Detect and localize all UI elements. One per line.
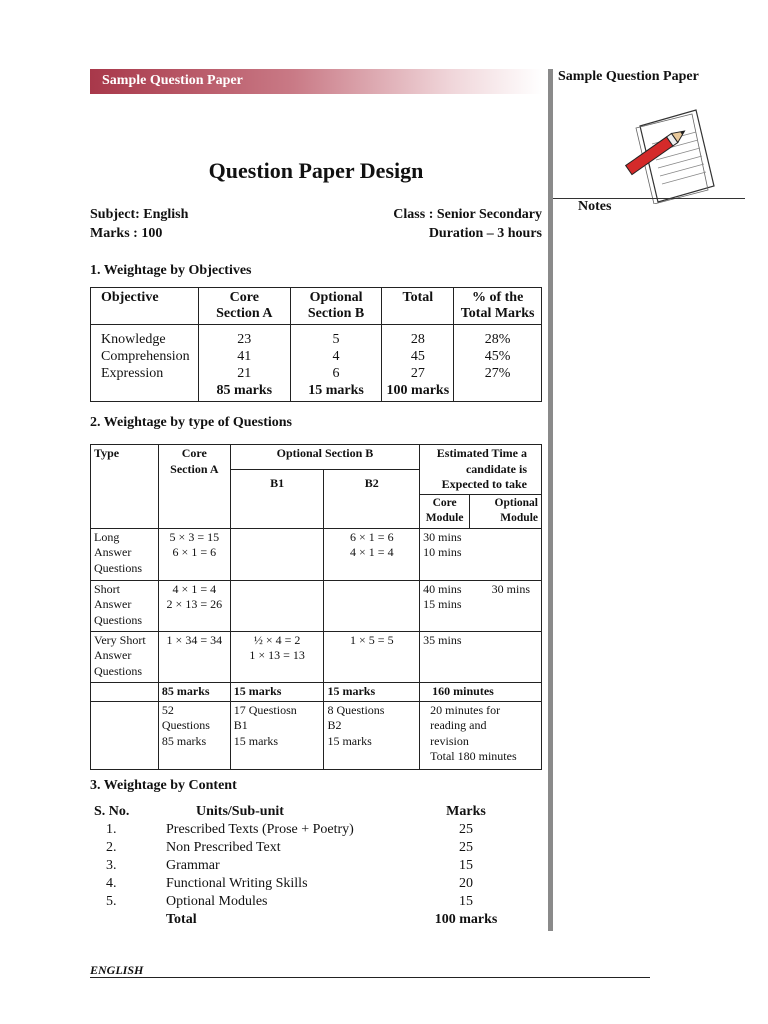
totals-row [91, 682, 542, 701]
cell [230, 528, 324, 580]
cell: Functional Writing Skills [166, 876, 308, 891]
col-sno: S. No. [94, 804, 130, 819]
cell: Optional Modules [166, 894, 268, 909]
col-b2: B2 [324, 470, 420, 529]
total-values [382, 325, 454, 402]
cell: 85 marks [158, 682, 230, 701]
cell: 15 marks [324, 682, 420, 701]
cell: 25 [459, 822, 473, 837]
cell: 4. [106, 876, 117, 891]
content-table [90, 803, 540, 929]
cell [420, 580, 542, 631]
total-label: Total [166, 912, 197, 927]
cell: Non Prescribed Text [166, 840, 281, 855]
cell: 25 [459, 840, 473, 855]
cell: Short Answer Questions [91, 580, 159, 631]
cell: 21 [237, 366, 252, 381]
cell: 8 Questions B2 15 marks [324, 701, 420, 769]
duration-label: Duration – 3 hours [428, 226, 542, 241]
cell: 15 marks [308, 383, 364, 398]
cell: 30 mins 10 mins [423, 529, 462, 559]
subject-label: Subject: English [90, 207, 189, 222]
table-header-row [91, 288, 542, 325]
cell: 28 [410, 332, 425, 347]
cell: Long Answer Questions [91, 528, 159, 580]
cell: 4 [332, 349, 340, 364]
section3-heading: 3. Weightage by Content [90, 778, 237, 793]
cell: Knowledge [101, 332, 166, 347]
cell: 15 [459, 894, 473, 909]
cell: 1 × 5 = 5 [324, 631, 420, 682]
objective-names [91, 325, 199, 402]
cell: 85 marks [216, 383, 273, 398]
col-percent: % of the Total Marks [454, 288, 542, 325]
cell: Expression [101, 366, 164, 381]
cell: 35 mins [423, 632, 462, 647]
col-optional-module: Optional Module [470, 494, 542, 528]
cell: 15 [459, 858, 473, 873]
notes-label: Notes [578, 199, 612, 214]
table-row [90, 839, 540, 857]
optional-values [290, 325, 382, 402]
cell: Prescribed Texts (Prose + Poetry) [166, 822, 354, 837]
cell: 17 Questiosn B1 15 marks [230, 701, 324, 769]
col-units: Units/Sub-unit [196, 804, 284, 819]
table-row [91, 528, 542, 580]
cell: 160 minutes [420, 682, 542, 701]
section2-heading: 2. Weightage by type of Questions [90, 415, 292, 430]
table-row [90, 857, 540, 875]
cell: 6 [332, 366, 340, 381]
cell: 5 [332, 332, 340, 347]
cell: Grammar [166, 858, 220, 873]
col-marks: Marks [446, 804, 486, 819]
col-core-module: Core Module [420, 494, 470, 528]
cell [90, 911, 162, 929]
header-band [90, 69, 542, 94]
table-row [91, 631, 542, 682]
footer-label: ENGLISH [90, 963, 144, 977]
cell: 15 marks [230, 682, 324, 701]
cell: 28% [484, 332, 511, 347]
cell: 27% [484, 366, 511, 381]
footer-rule [90, 977, 650, 978]
table-row [90, 821, 540, 839]
cell: 52 Questions 85 marks [158, 701, 230, 769]
col-total: Total [382, 288, 454, 325]
col-optional: Optional Section B [290, 288, 382, 325]
sidebar-title: Sample Question Paper [558, 69, 699, 84]
percent-values [454, 325, 542, 402]
cell: 1 × 34 = 34 [158, 631, 230, 682]
cell: 5 × 3 = 15 6 × 1 = 6 [158, 528, 230, 580]
header-band-title: Sample Question Paper [102, 73, 243, 88]
objectives-table [90, 287, 542, 402]
cell: 4 × 1 = 4 2 × 13 = 26 [158, 580, 230, 631]
col-b1: B1 [230, 470, 324, 529]
cell [324, 580, 420, 631]
cell: 100 marks [386, 383, 450, 398]
table-row [90, 893, 540, 911]
col-core: Core Section A [158, 445, 230, 529]
col-objective: Objective [91, 288, 199, 325]
cell: 45 [410, 349, 425, 364]
cell: 20 minutes for reading and revision Total 180 minutes [420, 701, 542, 769]
cell: 5. [106, 894, 117, 909]
table-header-row [90, 803, 540, 821]
marks-label: Marks : 100 [90, 226, 163, 241]
table-header-row [91, 445, 542, 470]
col-optional: Optional Section B [230, 445, 419, 470]
total-row [90, 911, 540, 929]
cell [420, 631, 542, 682]
cell: 6 × 1 = 6 4 × 1 = 4 [324, 528, 420, 580]
summary-row [91, 701, 542, 769]
table-row [90, 875, 540, 893]
table-row [91, 580, 542, 631]
cell: 40 mins 15 mins [423, 581, 462, 611]
cell: 3. [106, 858, 117, 873]
class-label: Class : Senior Secondary [393, 207, 542, 222]
cell: 23 [237, 332, 252, 347]
question-types-table [90, 444, 542, 770]
cell [91, 701, 159, 769]
col-type: Type [91, 445, 159, 529]
section1-heading: 1. Weightage by Objectives [90, 263, 252, 278]
cell: ½ × 4 = 2 1 × 13 = 13 [230, 631, 324, 682]
col-time: Estimated Time a candidate is Expected to take [420, 445, 542, 495]
total-value: 100 marks [434, 912, 498, 927]
cell [91, 682, 159, 701]
cell: 41 [237, 349, 252, 364]
core-values [198, 325, 290, 402]
cell: Comprehension [101, 349, 190, 364]
cell: 20 [459, 876, 473, 891]
col-core: Core Section A [198, 288, 290, 325]
cell [420, 528, 542, 580]
cell: 1. [106, 822, 117, 837]
pencil-paper-icon [618, 104, 718, 204]
table-body-row [91, 325, 542, 402]
cell: 45% [484, 349, 511, 364]
cell: 2. [106, 840, 117, 855]
page-title: Question Paper Design [208, 158, 424, 183]
cell: Very Short Answer Questions [91, 631, 159, 682]
cell: 27 [410, 366, 425, 381]
cell [230, 580, 324, 631]
cell: 30 mins [491, 581, 530, 596]
